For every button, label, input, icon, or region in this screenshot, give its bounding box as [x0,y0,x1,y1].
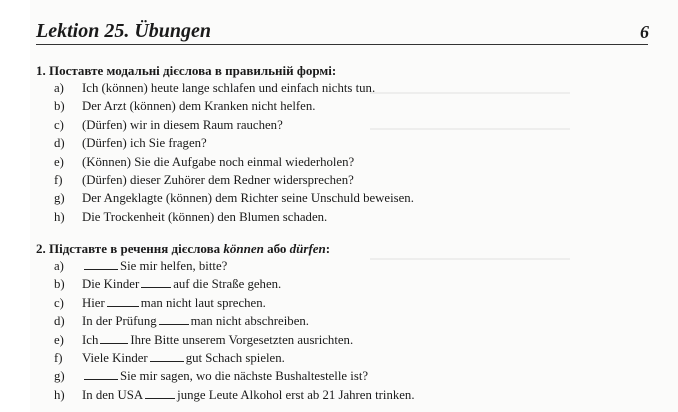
item-text: Die Trockenheit (können) den Blumen schaden. [82,209,328,224]
fill-in-blank[interactable] [145,397,175,399]
exercise-2-item [36,331,636,349]
exercise-2-item [36,275,636,293]
exercise-2-title-prefix: 2. Підставте в речення дієслова [36,241,224,256]
fill-in-blank[interactable] [141,286,171,288]
text-after-blank: man nicht abschreiben. [190,314,309,329]
exercise-2-item [36,294,636,312]
text-after-blank: auf die Straße gehen. [173,277,282,292]
item-letter: a) [54,81,64,95]
item-letter: e) [54,154,64,169]
text-after-blank: man nicht laut sprechen. [140,295,266,310]
item-letter: b) [54,99,65,114]
text-before-blank: Viele Kinder [82,350,148,365]
exercise-2-title-word1: können [223,241,264,256]
fill-in-blank[interactable] [150,360,184,362]
item-text: (Dürfen) wir in diesem Raum rauchen? [82,117,283,132]
item-letter: g) [54,191,65,206]
exercise-1-item [36,116,636,134]
item-letter: e) [54,332,64,347]
page-number: 6 [640,22,649,42]
exercise-1-title: 1. Поставте модальні дієслова в правильній формі: [36,63,337,78]
exercise-2 [36,240,636,404]
item-text [82,294,266,312]
exercise-1-item [36,79,636,97]
text-before-blank: Hier [82,295,105,310]
exercise-1-item [36,153,636,171]
item-text [82,349,285,367]
item-text [82,331,353,349]
fill-in-blank[interactable] [159,323,189,325]
item-text [82,367,368,385]
text-after-blank: Sie mir sagen, wo die nächste Bushaltestelle ist? [120,369,369,384]
item-letter: c) [54,117,64,132]
item-text: (Dürfen) ich Sie fragen? [82,136,207,151]
exercise-2-title [36,240,636,257]
exercise-1-item [36,134,636,152]
exercise-1-list [36,79,636,226]
exercise-2-item [36,386,636,404]
text-after-blank: gut Schach spielen. [185,350,285,365]
exercise-1-item [36,171,636,189]
exercise-2-title-word2: dürfen [289,241,326,256]
text-after-blank: junge Leute Alkohol erst ab 21 Jahren trinken. [177,387,415,402]
item-letter: b) [54,277,65,292]
exercise-1 [36,62,636,226]
page-margin [0,0,30,412]
item-letter: c) [54,295,64,310]
fill-in-blank[interactable] [100,342,128,344]
fill-in-blank[interactable] [84,378,118,380]
item-letter: g) [54,369,65,384]
exercise-2-item [36,367,636,385]
item-text: Der Arzt (können) dem Kranken nicht helfen. [82,99,316,114]
text-before-blank: Ich [82,332,99,347]
exercise-2-item [36,349,636,367]
item-text: Ich (können) heute lange schlafen und einfach nichts tun. [82,81,376,95]
exercise-1-item [36,208,636,226]
item-text [82,275,281,293]
item-text: (Dürfen) dieser Zuhörer dem Redner widersprechen? [82,172,354,187]
item-letter: h) [54,209,65,224]
exercise-2-item [36,257,636,275]
text-before-blank: In den USA [82,387,144,402]
fill-in-blank[interactable] [84,268,118,270]
exercise-1-item [36,97,636,115]
header-rule [36,44,648,45]
lesson-title: Lektion 25. Übungen [36,20,212,42]
text-after-blank: Sie mir helfen, bitte? [120,259,228,273]
item-letter: f) [54,350,63,365]
item-text [82,257,227,275]
exercise-1-item [36,189,636,207]
item-letter: a) [54,259,64,273]
exercise-2-item [36,312,636,330]
item-letter: d) [54,136,65,151]
fill-in-blank[interactable] [107,305,139,307]
item-text [82,312,309,330]
item-letter: d) [54,314,65,329]
exercise-2-title-mid: або [263,241,290,256]
item-text: Der Angeklagte (können) dem Richter seine Unschuld beweisen. [82,191,414,206]
text-after-blank: Ihre Bitte unserem Vorgesetzten ausrichten. [130,332,354,347]
text-before-blank: In der Prüfung [82,314,157,329]
exercise-2-list [36,257,636,404]
item-text: (Können) Sie die Aufgabe noch einmal wiederholen? [82,154,355,169]
item-letter: f) [54,172,63,187]
item-letter: h) [54,387,65,402]
text-before-blank: Die Kinder [82,277,140,292]
item-text [82,386,415,404]
exercise-2-title-suffix: : [325,241,331,256]
